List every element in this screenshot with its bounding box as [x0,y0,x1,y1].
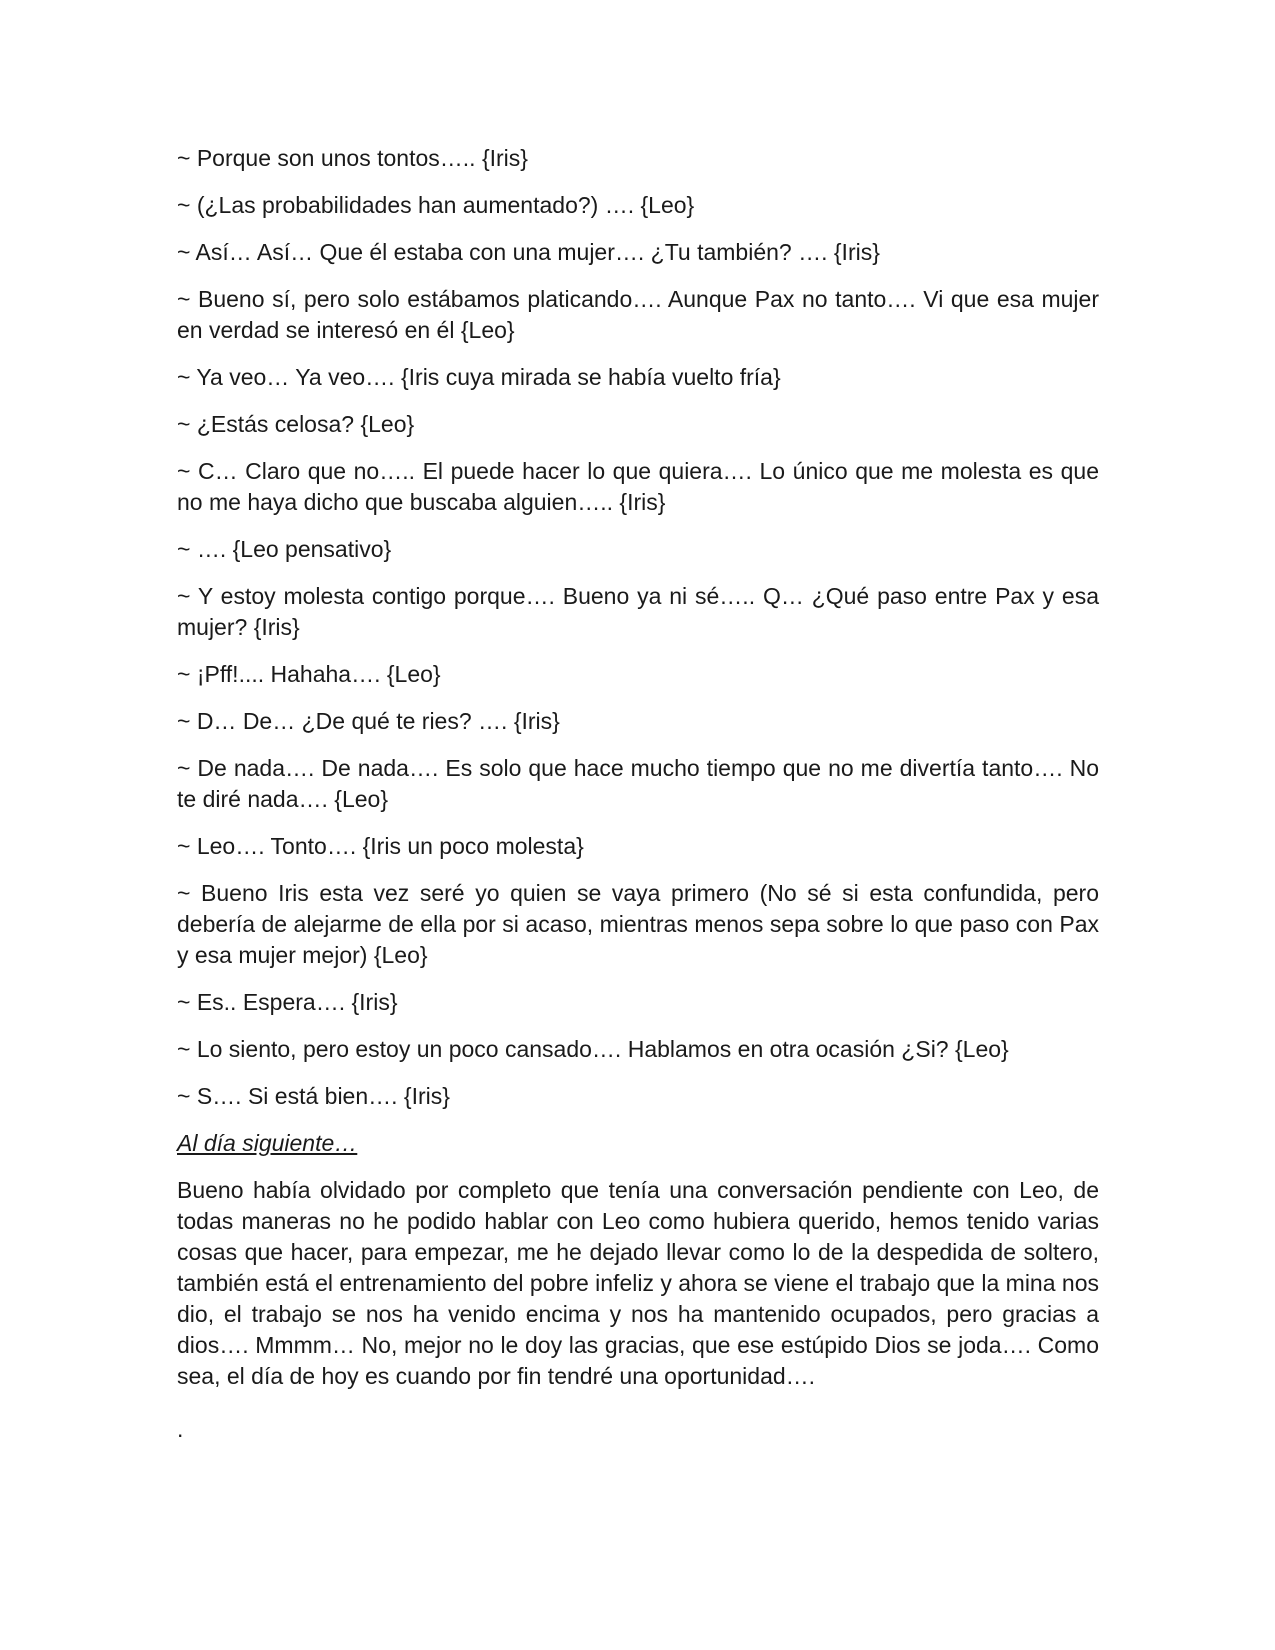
dialogue-line: ~ Es.. Espera…. {Iris} [177,989,398,1015]
dialogue-line: ~ (¿Las probabilidades han aumentado?) …. {Leo} [177,192,695,218]
dialogue-line: ~ Leo…. Tonto…. {Iris un poco molesta} [177,833,584,859]
dialogue-line: ~ Así… Así… Que él estaba con una mujer…. ¿Tu también? …. {Iris} [177,239,880,265]
scene-heading: Al día siguiente… [177,1130,358,1156]
dialogue-line: ~ ¡Pff!.... Hahaha…. {Leo} [177,661,441,687]
dialogue-line: ~ Ya veo… Ya veo…. {Iris cuya mirada se había vuelto fría} [177,364,781,390]
dialogue-line: ~ Y estoy molesta contigo porque…. Bueno ya ni sé….. Q… ¿Qué paso entre Pax y esa mujer? {Iris} [177,583,1099,640]
dialogue-line: ~ Lo siento, pero estoy un poco cansado…. Hablamos en otra ocasión ¿Si? {Leo} [177,1036,1009,1062]
dialogue-line: ~ S…. Si está bien…. {Iris} [177,1083,450,1109]
narration-paragraph: Bueno había olvidado por completo que tenía una conversación pendiente con Leo, de todas maneras no he podido hablar con Leo como hubiera querido, hemos tenido varias cosas que hacer, para empezar, me he dejado llevar como lo de la despedida de soltero, también está el entrenamiento del pobre infeliz y ahora se viene el trabajo que la mina nos dio, el trabajo se nos ha venido encima y nos ha mantenido ocupados, pero gracias a dios…. Mmmm… No, mejor no le doy las gracias, que ese estúpido Dios se joda…. Como sea, el día de hoy es cuando por fin tendré una oportunidad…. [177,1177,1099,1389]
dialogue-line: ~ ¿Estás celosa? {Leo} [177,411,415,437]
dialogue-line: ~ C… Claro que no….. El puede hacer lo que quiera…. Lo único que me molesta es que no me haya dicho que buscaba alguien….. {Iris} [177,458,1099,515]
dialogue-line: ~ Bueno sí, pero solo estábamos platicando…. Aunque Pax no tanto…. Vi que esa mujer en verdad se interesó en él {Leo} [177,286,1099,343]
trailing-mark: . [177,1416,184,1442]
dialogue-line: ~ D… De… ¿De qué te ries? …. {Iris} [177,708,560,734]
dialogue-line: ~ …. {Leo pensativo} [177,536,392,562]
dialogue-line: ~ De nada…. De nada…. Es solo que hace mucho tiempo que no me divertía tanto…. No te diré nada…. {Leo} [177,755,1099,812]
document-page [177,143,1099,1445]
dialogue-line: ~ Bueno Iris esta vez seré yo quien se vaya primero (No sé si esta confundida, pero debería de alejarme de ella por si acaso, mientras menos sepa sobre lo que paso con Pax y esa mujer mejor) {Leo} [177,880,1099,968]
dialogue-line: ~ Porque son unos tontos….. {Iris} [177,145,528,171]
